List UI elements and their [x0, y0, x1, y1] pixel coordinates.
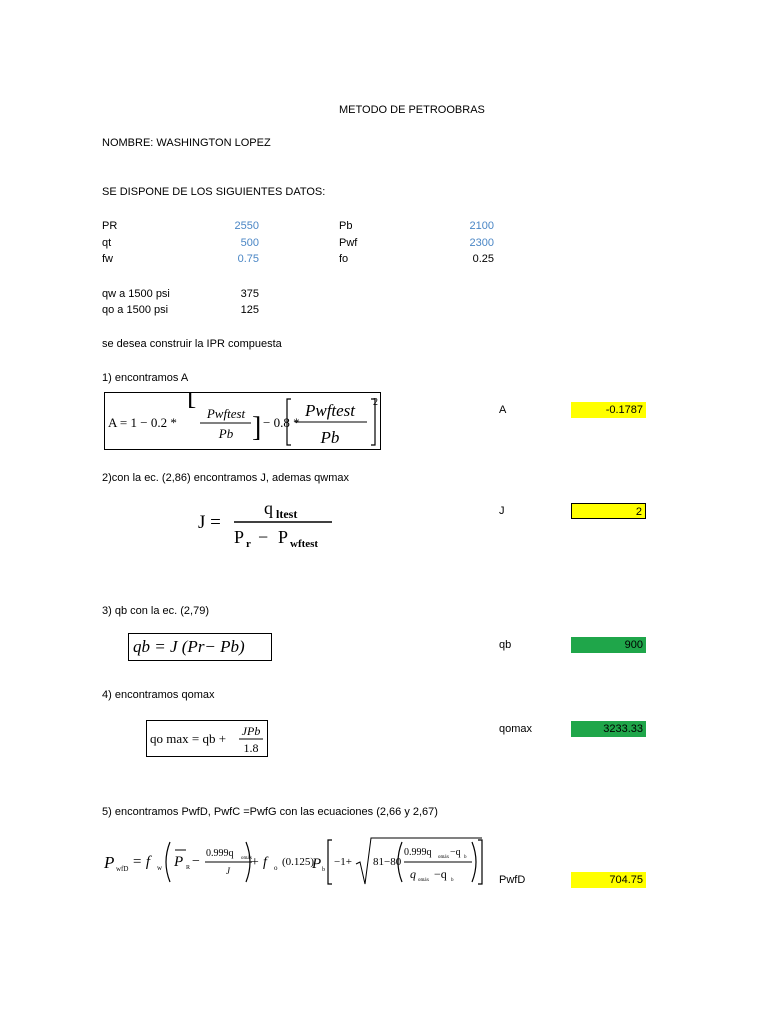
f2-den-b-sub: wftest: [290, 538, 319, 550]
pwf-value[interactable]: 2300: [469, 237, 494, 249]
f1-num: Pwftest: [206, 406, 246, 421]
page-title: METODO DE PETROOBRAS: [339, 104, 485, 116]
f2-den-a: P: [234, 527, 245, 547]
qo-label: qo a 1500 psi: [102, 304, 169, 316]
f5-c2-tail-sub: b: [464, 855, 467, 860]
f5-pb-sub: b: [322, 867, 325, 873]
f2-den-a-sub: r: [246, 538, 251, 550]
formula-qb: qb = J (Pr− Pb): [133, 637, 245, 656]
fo-value: 0.25: [472, 253, 494, 265]
f1-bracket-close: ]: [252, 412, 262, 443]
f5-minus: −: [192, 854, 200, 869]
f5-r81: 81−80: [373, 856, 402, 868]
f5-bracket-close: [478, 840, 482, 884]
step-5-heading: 5) encontramos PwfD, PwfC =PwfG con las ecuaciones (2,66 y 2,67): [102, 806, 438, 818]
pwf-label: Pwf: [339, 237, 358, 249]
f5-eq: = f: [132, 854, 151, 870]
a-label: A: [499, 404, 507, 416]
qt-value[interactable]: 500: [240, 237, 259, 249]
f5-m1: −1+: [334, 856, 352, 868]
qb-result-cell[interactable]: 900: [571, 637, 646, 653]
f5-bracket-open: [328, 840, 332, 884]
formula-a: [105, 393, 380, 449]
a-result-cell[interactable]: -0.1787: [571, 402, 646, 418]
f4-lhs: qo max = qb +: [150, 731, 227, 746]
qb-label: qb: [499, 639, 512, 651]
f5-d2: q: [410, 867, 416, 881]
f5-c1: 0.999q: [206, 848, 234, 859]
f2-num: q: [264, 498, 273, 518]
f2-lhs: J =: [198, 512, 221, 533]
f1-den2: Pb: [320, 428, 340, 447]
step-2-heading: 2)con la ec. (2,86) encontramos J, ademas qwmax: [102, 472, 350, 484]
qw-label: qw a 1500 psi: [102, 288, 170, 300]
fo-label: fo: [339, 253, 349, 265]
f4-num: JPb: [241, 724, 261, 738]
f5-c2: 0.999q: [404, 847, 432, 858]
f5-c2-sub: omáx: [438, 855, 450, 860]
f5-c2-tail: −q: [450, 847, 461, 858]
f5-p: P: [104, 853, 115, 872]
f5-paren2-close: [472, 842, 476, 882]
f1-num2: Pwftest: [304, 401, 356, 420]
f5-c1-sub: omáx: [241, 856, 253, 861]
f5-plus: + f: [250, 855, 267, 870]
f5-coef: (0.125): [282, 856, 315, 868]
goal-text: se desea construir la IPR compuesta: [102, 338, 282, 350]
formula-qomax-box: [146, 720, 268, 757]
formula-pwfd: [102, 834, 486, 890]
author-name: NOMBRE: WASHINGTON LOPEZ: [102, 137, 271, 149]
f4-den: 1.8: [243, 741, 259, 755]
f2-den-minus: −: [258, 527, 269, 547]
step-1-heading: 1) encontramos A: [102, 372, 189, 384]
data-heading: SE DISPONE DE LOS SIGUIENTES DATOS:: [102, 186, 326, 198]
f2-num-sub: ltest: [276, 507, 298, 521]
pwfd-label: PwfD: [499, 874, 526, 886]
formula-j: [196, 496, 346, 552]
pr-value[interactable]: 2550: [234, 220, 259, 232]
f1-mid: − 0.8 *: [263, 415, 300, 430]
formula-qomax: [147, 721, 267, 756]
f5-d2-tail: −q: [434, 867, 447, 881]
step-3-heading: 3) qb con la ec. (2,79): [102, 605, 210, 617]
qw-value: 375: [240, 288, 259, 300]
f1-den: Pb: [218, 426, 234, 441]
f2-den-b: P: [278, 527, 289, 547]
step-4-heading: 4) encontramos qomax: [102, 689, 215, 701]
f5-pr-sub: R: [186, 865, 191, 871]
f5-p-sub: wfD: [116, 865, 129, 873]
j-label: J: [499, 505, 505, 517]
f5-fo-sub: o: [274, 864, 278, 872]
j-result-cell[interactable]: 2: [571, 503, 646, 519]
formula-qb-box: [128, 633, 272, 661]
f1-bracket-open: [: [187, 393, 197, 411]
f1-exponent: 2: [373, 397, 378, 408]
f5-d2-tail-sub: b: [451, 878, 454, 883]
pb-label: Pb: [339, 220, 353, 232]
pb-value[interactable]: 2100: [469, 220, 494, 232]
f5-pr: P: [174, 854, 184, 870]
qo-value: 125: [240, 304, 259, 316]
qomax-label: qomax: [499, 723, 533, 735]
pr-label: PR: [102, 220, 118, 232]
f5-pb: P: [312, 856, 322, 872]
f1-lhs: A = 1 − 0.2 *: [108, 415, 177, 430]
f5-paren1-open: [166, 842, 170, 882]
f5-d2-sub: omáx: [418, 878, 430, 883]
pwfd-result-cell[interactable]: 704.75: [571, 872, 646, 888]
fw-value[interactable]: 0.75: [237, 253, 259, 265]
f5-j: J: [226, 866, 230, 876]
qt-label: qt: [102, 237, 112, 249]
f5-fw-sub: w: [157, 864, 163, 872]
qomax-result-cell[interactable]: 3233.33: [571, 721, 646, 737]
fw-label: fw: [102, 253, 113, 265]
formula-a-box: [104, 392, 381, 450]
